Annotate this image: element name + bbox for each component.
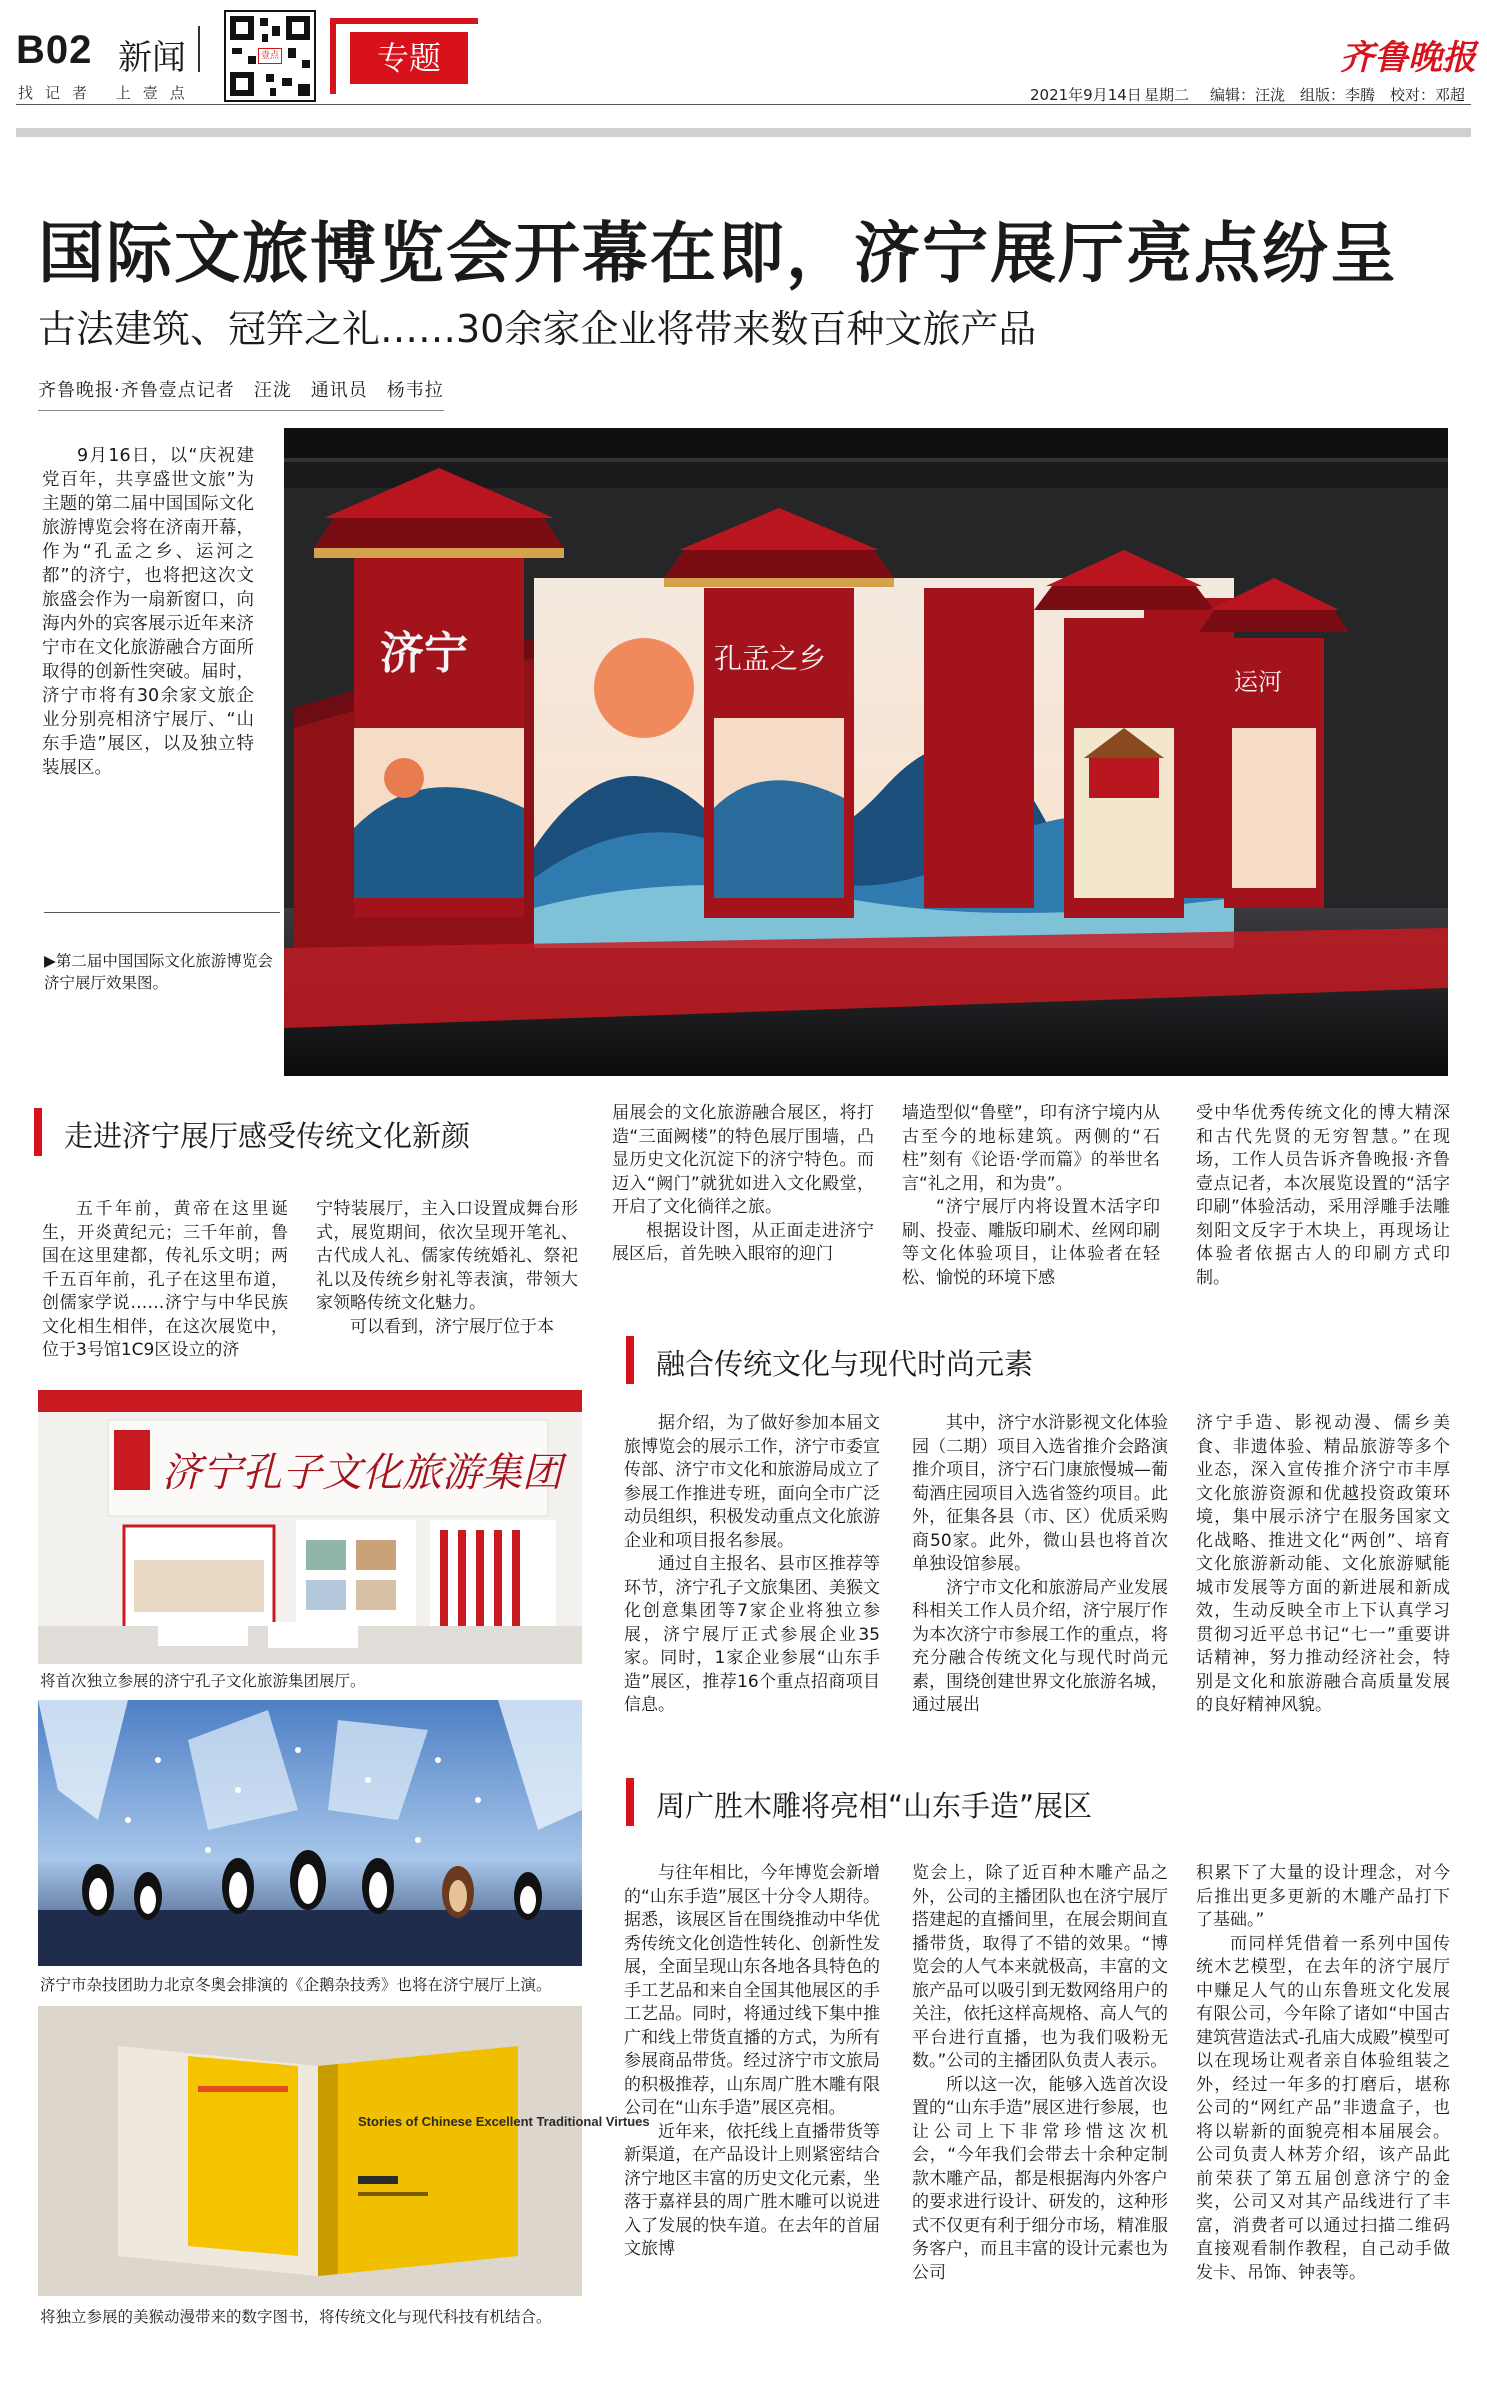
headline: 国际文旅博览会开幕在即，济宁展厅亮点纷呈 xyxy=(38,215,1398,292)
kongzi-hall-sign: 济宁孔子文化旅游集团 xyxy=(162,1450,562,1496)
section1-col1: 五千年前，黄帝在这里诞生，开炎黄纪元；三千年前，鲁国在这里建都，传礼乐文明；两千五百年前，孔子在这里布道，创儒家学说……济宁与中华民族文化相生相伴，在这次展览中，位于3号馆1C9区设立的济 xyxy=(42,1199,288,1360)
section1-marker xyxy=(34,1108,42,1156)
digital-book-caption: 将独立参展的美猴动漫带来的数字图书，将传统文化与现代科技有机结合。 xyxy=(40,2308,552,2326)
sign-jining: 济宁 xyxy=(380,628,468,679)
section1-col3: 届展会的文化旅游融合展区，将打造“三面阙楼”的特色展厅围墙，凸显历史文化沉淀下的济宁特色。而迈入“阙门”就犹如进入文化殿堂，开启了文化徜徉之旅。 根据设计图，从正面走进济宁展区后，首先映入眼帘的迎门 xyxy=(612,1103,874,1264)
topic-badge xyxy=(330,18,478,94)
book-title: Stories of Chinese Excellent Traditional Virtues xyxy=(358,2114,650,2129)
section1-col5: 受中华优秀传统文化的博大精深和古代先贤的无穷智慧。”在现场，工作人员告诉齐鲁晚报·齐鲁壹点记者，本次展览设置的“活字印刷”体验活动，采用浮雕手法雕刻阳文反字于木块上，再现场让体验者依据古人的印刷方式印制。 xyxy=(1196,1103,1450,1288)
section-name: 新闻 xyxy=(118,38,186,78)
sign-kongmeng: 孔孟之乡 xyxy=(714,642,827,675)
section2-marker xyxy=(626,1336,634,1384)
qr-code-icon[interactable] xyxy=(224,10,316,102)
newspaper-brand: 齐鲁晚报 xyxy=(1340,38,1476,78)
acrobat-show-photo xyxy=(38,1700,582,1966)
issue-weekday: 星期二 xyxy=(1144,86,1190,104)
page-number: B02 xyxy=(16,28,93,72)
section3-col1: 与往年相比，今年博览会新增的“山东手造”展区十分令人期待。据悉，该展区旨在围绕推动中华优秀传统文化创造性转化、创新性发展，全面呈现山东各地各具特色的手工艺品和来自全国其他展区的手工艺品。同时，将通过线下集中推广和线上带货直播的方式，为所有参展商品带货。经过济宁市文旅局的积极推荐，山东周广胜木雕有限公司在“山东手造”展区亮相。 近年来，依托线上直播带货等新渠道，在产品设计上则紧密结合济宁地区丰富的历史文化元素，坐落于嘉祥县的周广胜木雕可以说进入了发展的快车道。在去年的首届文旅博 xyxy=(624,1863,880,2259)
issue-date: 2021年9月14日 xyxy=(1030,86,1142,104)
kongzi-hall-photo xyxy=(38,1390,582,1664)
section1-title: 走进济宁展厅感受传统文化新颜 xyxy=(64,1119,471,1153)
header-bar xyxy=(16,128,1471,137)
sign-yunhe: 运河 xyxy=(1234,668,1282,696)
section3-title: 周广胜木雕将亮相“山东手造”展区 xyxy=(656,1789,1093,1823)
editor-credit: 编辑：汪泷 xyxy=(1210,86,1286,104)
proofreader-credit: 校对：邓超 xyxy=(1390,86,1466,104)
section2-col1: 据介绍，为了做好参加本届文旅博览会的展示工作，济宁市委宣传部、济宁市文化和旅游局成立了参展工作推进专班，面向全市广泛动员组织，积极发动重点文化旅游企业和项目报名参展。 通过自主报名、县市区推荐等环节，济宁孔子文旅集团、美猴文化创意集团等7家企业将独立参展，济宁展厅正式参展企业35家。同时，1家企业参展“山东手造”展区，推荐16个重点招商项目信息。 xyxy=(624,1413,880,1715)
topic-tag: 专题 xyxy=(350,32,468,84)
layout-credit: 组版：李腾 xyxy=(1300,86,1376,104)
section3-col3: 积累下了大量的设计理念，对今后推出更多更新的木雕产品打下了基础。” 而同样凭借着一系列中国传统木艺模型，在去年的济宁展厅中赚足人气的山东鲁班文化发展有限公司，今年除了诸如“中国古建筑营造法式-孔庙大成殿”模型可以在现场让观者亲自体验组装之外，经过一年多的打磨后，堪称公司的“网红产品”非遗盒子，也将以崭新的面貌亮相本届展会。公司负责人林芳介绍，该产品此前荣获了第五届创意济宁的金奖，公司又对其产品线进行了丰富，消费者可以通过扫描二维码直接观看制作教程，自己动手做发卡、吊饰、钟表等。 xyxy=(1196,1863,1450,2283)
digital-book-photo xyxy=(38,2006,650,2296)
intro-paragraph: 9月16日，以“庆祝建党百年，共享盛世文旅”为主题的第二届中国国际文化旅游博览会将在济南开幕，作为“孔孟之乡、运河之都”的济宁，也将把这次文旅盛会作为一扇新窗口，向海内外的宾客展示近年来济宁市在文化旅游融合方面所取得的创新性突破。届时，济宁市将有30余家文旅企业分别亮相济宁展厅、“山东手造”展区，以及独立特装展区。 xyxy=(42,446,254,778)
section1-col4: 墙造型似“鲁壁”，印有济宁境内从古至今的地标建筑。两侧的“石柱”刻有《论语·学而篇》的举世名言“礼之用，和为贵”。 “济宁展厅内将设置木活字印刷、投壶、雕版印刷术、丝网印刷等文化体验项目，让体验者在轻松、愉悦的环境下感 xyxy=(902,1103,1160,1288)
subheadline: 古法建筑、冠笄之礼……30余家企业将带来数百种文旅产品 xyxy=(38,307,1037,351)
section-slogan: 找记者 上壹点 xyxy=(18,84,197,102)
caption-rule xyxy=(44,912,280,913)
section1-col2: 宁特装展厅，主入口设置成舞台形式，展览期间，依次呈现开笔礼、古代成人礼、儒家传统婚礼、祭祀礼以及传统乡射礼等表演，带领大家领略传统文化魅力。 可以看到，济宁展厅位于本 xyxy=(316,1199,578,1337)
section2-heading xyxy=(626,1332,1186,1388)
header-separator xyxy=(198,26,200,72)
section2-col2: 其中，济宁水浒影视文化体验园（二期）项目入选省推介会路演推介项目，济宁石门康旅慢城—葡萄酒庄园项目入选省签约项目。此外，征集各县（市、区）优质采购商50家。此外，微山县也将首次单独设馆参展。 济宁市文化和旅游局产业发展科相关工作人员介绍，济宁展厅作为本次济宁市参展工作的重点，将充分融合传统文化与现代时尚元素，围绕创建世界文化旅游名城，通过展出 xyxy=(912,1413,1168,1715)
section1-heading xyxy=(34,1104,594,1160)
section3-marker xyxy=(626,1778,634,1826)
section3-col2: 览会上，除了近百种木雕产品之外，公司的主播团队也在济宁展厅搭建起的直播间里，在展会期间直播带货，取得了不错的效果。“博览会的人气本来就极高，丰富的文旅产品可以吸引到无数网络用户的关注，依托这样高规格、高人气的平台进行直播，也为我们吸粉无数。”公司的主播团队负责人表示。 所以这一次，能够入选首次设置的“山东手造”展区进行参展，也让公司上下非常珍惜这次机会，“今年我们会带去十余种定制款木雕产品，都是根据海内外客户的要求进行设计、研发的，这种形式不仅更有利于细分市场，精准服务客户，而且丰富的设计元素也为公司 xyxy=(912,1863,1168,2283)
kongzi-hall-caption: 将首次独立参展的济宁孔子文化旅游集团展厅。 xyxy=(40,1672,366,1690)
main-photo xyxy=(284,428,1448,1076)
main-photo-caption: ▶第二届中国国际文化旅游博览会济宁展厅效果图。 xyxy=(44,952,273,992)
section2-col3: 济宁手造、影视动漫、儒乡美食、非遗体验、精品旅游等多个业态，深入宣传推介济宁市丰厚文化旅游资源和优越投资政策环境，集中展示济宁在服务国家文化战略、推进文化“两创”、培育文化旅游新动能、文化旅游赋能城市发展等方面的新进展和新成效，生动反映全市上下认真学习贯彻习近平总书记“七一”重要讲话精神，努力推动经济社会，特别是文化和旅游融合高质量发展的良好精神风貌。 xyxy=(1196,1413,1450,1715)
section3-heading xyxy=(626,1774,1186,1830)
byline: 齐鲁晚报·齐鲁壹点记者 汪泷 通讯员 杨韦拉 xyxy=(38,376,444,411)
section2-title: 融合传统文化与现代时尚元素 xyxy=(656,1347,1034,1381)
qr-center-label: 壹点 xyxy=(260,51,279,61)
acrobat-show-caption: 济宁市杂技团助力北京冬奥会排演的《企鹅杂技秀》也将在济宁展厅上演。 xyxy=(40,1976,552,1994)
